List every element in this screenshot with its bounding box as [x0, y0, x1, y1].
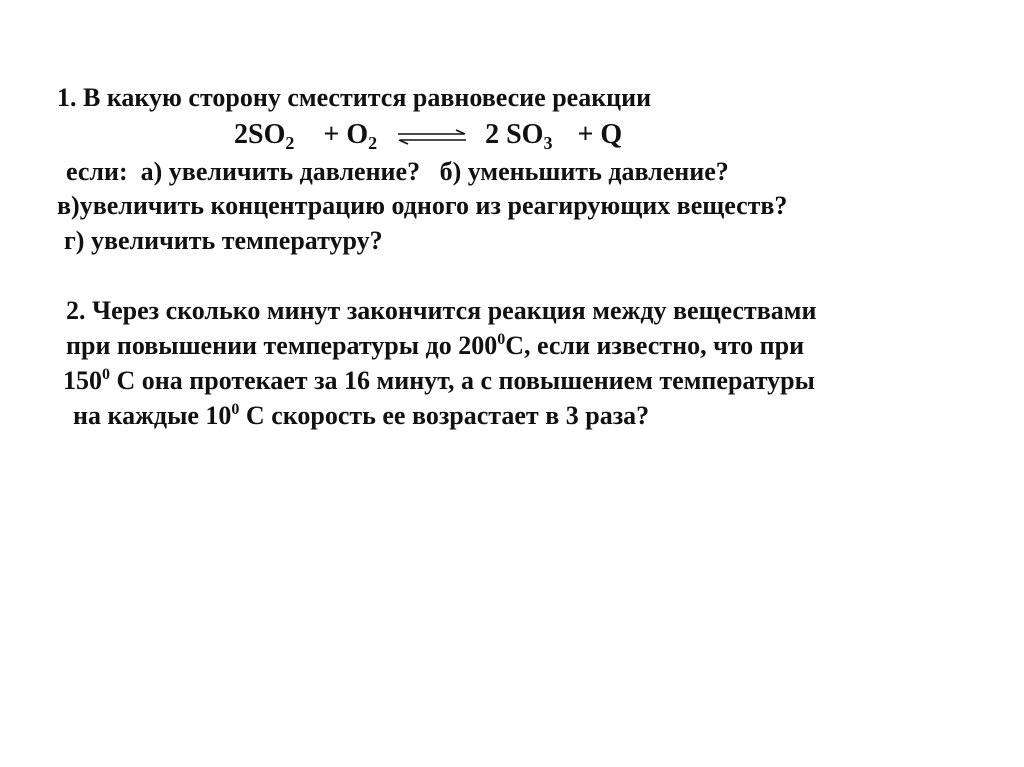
task-2-line-1: 2. Через сколько минут закончится реакция между веществами	[66, 296, 817, 325]
task-2-line-4: на каждые $10^0$ С скорость ее возрастает в 3 раза?	[73, 401, 650, 430]
task-2-line-2: при повышении температуры до $200^0С$, если известно, что при	[66, 331, 805, 360]
task-2-line-3: $150^0$ С она протекает за 16 минут, а с повышением температуры	[63, 366, 815, 395]
product-heat: + Q	[577, 119, 623, 150]
reactant-so2: $2SO_2$	[234, 119, 295, 153]
reaction-equation	[234, 117, 622, 153]
product-so3: 2 $SO_3$	[485, 119, 553, 153]
task-1-question: 1. В какую сторону сместится равновесие реакции	[57, 83, 652, 112]
task-1-options-ab: если: а) увеличить давление? б) уменьшить давление?	[66, 157, 729, 186]
equilibrium-arrow-icon	[396, 129, 468, 145]
reactant-o2: + $O_2$	[323, 119, 378, 153]
task-1-option-d: г) увеличить температуру?	[64, 226, 383, 255]
task-1-option-c: в)увеличить концентрацию одного из реагирующих веществ?	[57, 191, 788, 220]
